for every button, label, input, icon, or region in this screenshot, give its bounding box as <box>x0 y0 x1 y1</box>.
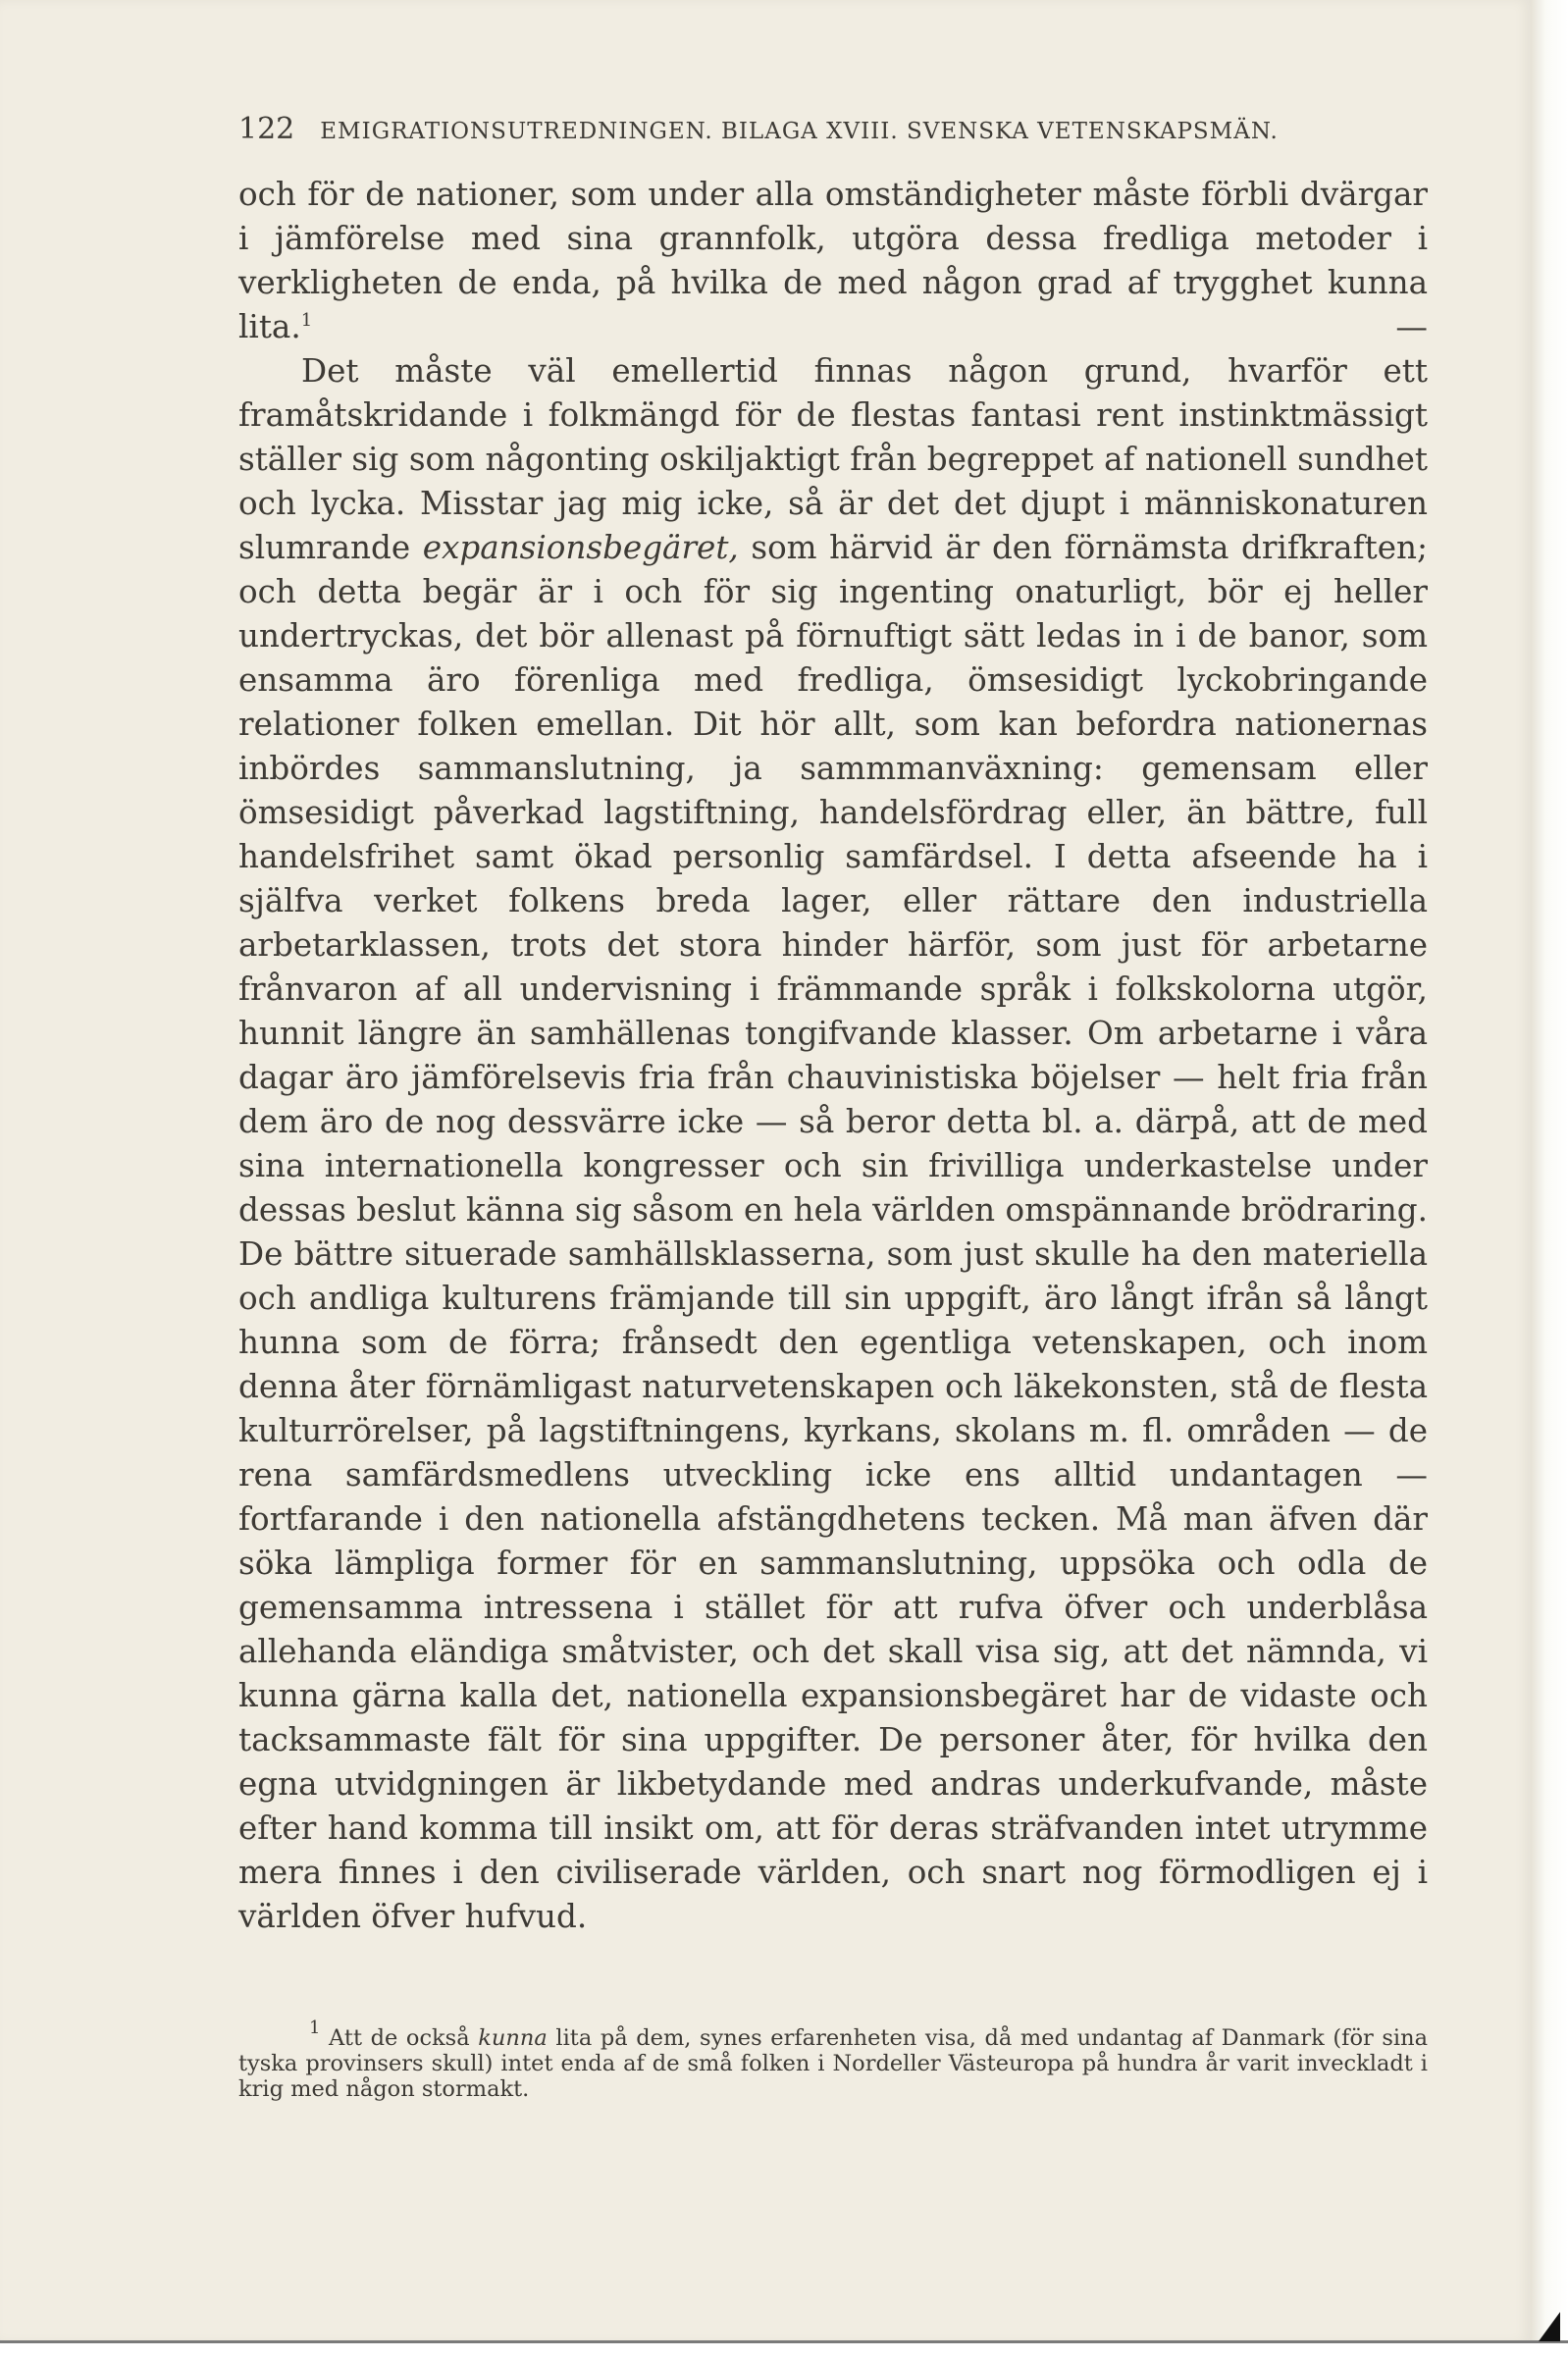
footnotes <box>238 2018 1428 2102</box>
footnote-text-rest: lita på dem, synes erfarenheten visa, då med undantag af Danmark (för sina tyska provinsers skull) intet enda af de små folken i Nordeller Västeuropa på hundra år varit inveckladt i krig med någon stormakt. <box>238 2025 1428 2102</box>
page-header <box>238 112 1428 146</box>
body-text <box>238 173 1428 1939</box>
paragraph-main <box>238 349 1428 1939</box>
page-edge-bottom <box>0 2340 1568 2359</box>
footnote <box>238 2018 1428 2102</box>
page-number: 122 <box>238 112 295 146</box>
corner-fold-mark <box>1539 2312 1560 2341</box>
paragraph-text: och för de nationer, som under alla omständigheter måste förbli dvärgar i jämförelse med sina grannfolk, utgöra dessa fredliga metoder i verkligheten de enda, på hvilka de med någon grad af trygghet kunna lita. <box>238 176 1428 345</box>
footnote-emphasis: kunna <box>478 2025 548 2051</box>
footnote-reference: 1 <box>300 310 313 331</box>
emphasized-term: expansionsbegäret, <box>422 529 739 566</box>
paragraph-text: Det måste väl emellertid finnas någon grund, hvarför ett framåtskridande i folkmängd för de flestas fantasi rent instinktmässigt ställer sig som någonting oskiljaktigt från begreppet af nationell sundhet och lycka. Misstar jag mig icke, så är det det djupt i människonaturen slumrande <box>238 352 1428 566</box>
footnote-marker: 1 <box>309 2018 321 2038</box>
footnote-text: Att de också <box>320 2025 479 2051</box>
paragraph-continuation <box>238 173 1428 349</box>
page-edge-right <box>1531 0 1568 2359</box>
running-head: EMIGRATIONSUTREDNINGEN. BILAGA XVIII. SVENSKA VETENSKAPSMÄN. <box>320 119 1279 144</box>
paragraph-text-rest: som härvid är den förnämsta drifkraften; och detta begär är i och för sig ingenting onaturligt, bör ej heller undertryckas, det bör allenast på förnuftigt sätt ledas in i de banor, som ensamma äro förenliga med fredliga, ömsesidigt lyckobringande relationer folken emellan. Dit hör allt, som kan befordra nationernas inbördes sammanslutning, ja sammmanväxning: gemensam eller ömsesidigt påverkad lagstiftning, handelsfördrag eller, än bättre, full handelsfrihet samt ökad personlig samfärdsel. I detta afseende ha i själfva verket folkens breda lager, eller rättare den industriella arbetarklassen, trots det stora hinder härför, som just för arbetarne frånvaron af all undervisning i främmande språk i folkskolorna utgör, hunnit längre än samhällenas tongifvande klasser. Om arbetarne i våra dagar äro jämförelsevis fria från chauvinistiska böjelser — helt fria från dem äro de nog dessvärre icke — så beror detta bl. a. därpå, att de med sina internationella kongresser och sin frivilliga underkastelse under dessas beslut känna sig såsom en hela världen omspännande brödraring. De bättre situerade samhällsklasserna, som just skulle ha den materiella och andliga kulturens främjande till sin uppgift, äro långt ifrån så långt hunna som de förra; frånsedt den egentliga vetenskapen, och inom denna åter förnämligast naturvetenskapen och läkekonsten, stå de flesta kulturrörelser, på lagstiftningens, kyrkans, skolans m. fl. områden — de rena samfärdsmedlens utveckling icke ens alltid undantagen — fortfarande i den nationella afstängdhetens tecken. Må man äfven där söka lämpliga former för en sammanslutning, uppsöka och odla de gemensamma intressena i stället för att rufva öfver och underblåsa allehanda eländiga småtvister, och det skall visa sig, att det nämnda, vi kunna gärna kalla det, nationella expansionsbegäret har de vidaste och tacksammaste fält för sina uppgifter. De personer åter, för hvilka den egna utvidgningen är likbetydande med andras underkufvande, måste efter hand komma till insikt om, att för deras sträfvanden intet utrymme mera finnes i den civiliserade världen, och snart nog förmodligen ej i världen öfver hufvud. <box>238 529 1428 1935</box>
paragraph-text-end: — <box>312 308 1428 345</box>
